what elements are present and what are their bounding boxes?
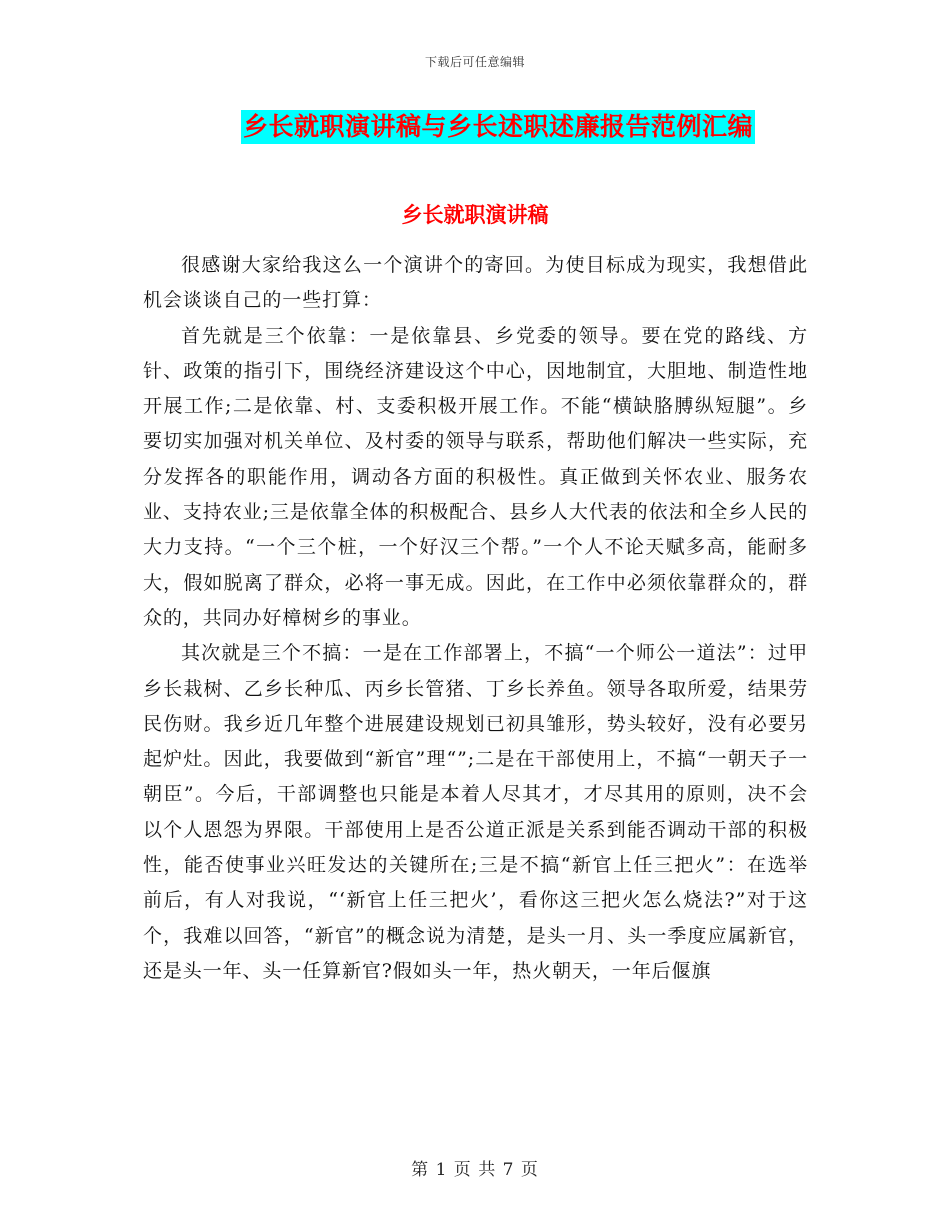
document-title: 乡长就职演讲稿与乡长述职述廉报告范例汇编 (241, 110, 755, 144)
body-text (143, 248, 808, 989)
paragraph-3: 其次就是三个不搞：一是在工作部署上，不搞“一个师公一道法”：过甲乡长栽树、乙乡长种瓜、丙乡长管猪、丁乡长养鱼。领导各取所爱，结果劳民伤财。我乡近几年整个进展建设规划已初具雏形，势头较好，没有必要另起炉灶。因此，我要做到“新官”理“”;二是在干部使用上，不搞“一朝天子一朝臣”。今后，干部调整也只能是本着人尽其才，才尽其用的原则，决不会以个人恩怨为界限。干部使用上是否公道正派是关系到能否调动干部的积极性，能否使事业兴旺发达的关键所在;三是不搞“新官上任三把火”：在选举前后，有人对我说，“‘新官上任三把火’，看你这三把火怎么烧法?”对于这个，我难以回答，“新官”的概念说为清楚，是头一月、头一季度应属新官，还是头一年、头一任算新官?假如头一年，热火朝天，一年后偃旗 (143, 642, 808, 982)
paragraph-2: 首先就是三个依靠：一是依靠县、乡党委的领导。要在党的路线、方针、政策的指引下，围绕经济建设这个中心，因地制宜，大胆地、制造性地开展工作;二是依靠、村、支委积极开展工作。不能“横缺胳膊纵短腿”。乡要切实加强对机关单位、及村委的领导与联系，帮助他们解决一些实际，充分发挥各的职能作用，调动各方面的积极性。真正做到关怀农业、服务农业、支持农业;三是依靠全体的积极配合、县乡人大代表的依法和全乡人民的大力支持。“一个三个桩，一个好汉三个帮。”一个人不论天赋多高，能耐多大，假如脱离了群众，必将一事无成。因此，在工作中必须依靠群众的，群众的，共同办好樟树乡的事业。 (143, 324, 808, 629)
paragraph-1: 很感谢大家给我这么一个演讲个的寄回。为使目标成为现实，我想借此机会谈谈自己的一些打算： (143, 254, 808, 312)
page-number: 第 1 页 共 7 页 (411, 1160, 539, 1180)
document-title-wrap (0, 110, 950, 144)
section-title: 乡长就职演讲稿 (401, 202, 549, 227)
header-note: 下载后可任意编辑 (424, 55, 525, 69)
